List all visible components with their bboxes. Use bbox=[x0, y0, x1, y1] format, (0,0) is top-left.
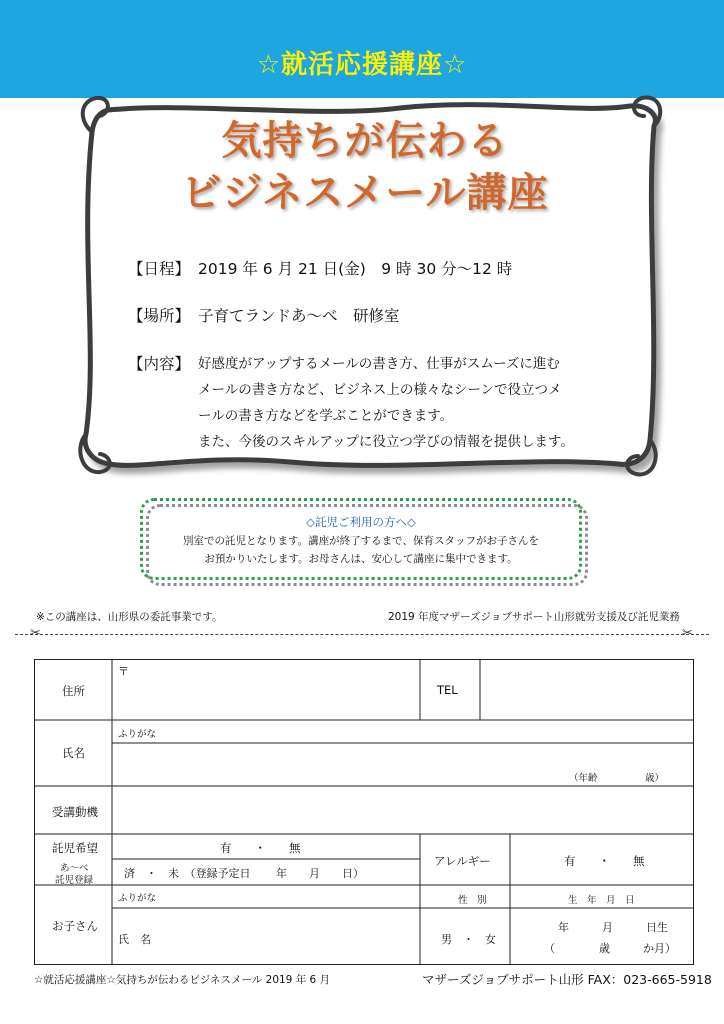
scissors-icon: ✂ bbox=[30, 626, 41, 641]
childcare-options[interactable]: 有 ・ 無 bbox=[220, 841, 301, 855]
name-field[interactable] bbox=[118, 747, 568, 781]
child-name-label: 氏 名 bbox=[118, 933, 151, 946]
application-form bbox=[34, 659, 694, 965]
child-name-field[interactable] bbox=[164, 913, 414, 959]
birthdate-field[interactable]: 年 月 日生 bbox=[558, 921, 668, 934]
gender-options[interactable]: 男 ・ 女 bbox=[441, 933, 496, 946]
tel-field[interactable] bbox=[484, 663, 689, 717]
gender-header: 性 別 bbox=[458, 895, 487, 906]
postal-mark: 〒 bbox=[118, 665, 129, 678]
content-label: 【内容】 bbox=[128, 355, 191, 373]
birthdate-header: 生 年 月 日 bbox=[568, 895, 635, 906]
badge-title: ☆就活応援講座☆ bbox=[256, 50, 468, 80]
address-field[interactable] bbox=[118, 675, 416, 717]
notice-heading: ◇託児ご利用の方へ◇ bbox=[306, 515, 416, 529]
abe-options[interactable]: 済 ・ 未 （登録予定日 年 月 日） bbox=[124, 867, 364, 880]
tel-label: TEL bbox=[437, 683, 458, 697]
venue-label: 【場所】 bbox=[128, 307, 191, 325]
notice-line: お預かりいたします。お母さんは、安心して講座に集中できます。 bbox=[204, 553, 518, 565]
motive-field[interactable] bbox=[118, 790, 688, 830]
course-title-line2: ビジネスメール講座 bbox=[181, 170, 549, 216]
abe-label: あ～べ bbox=[60, 863, 89, 874]
notice-line: 別室での託児となります。講座が終了するまで、保育スタッフがお子さんを bbox=[183, 535, 539, 547]
address-label: 住所 bbox=[62, 684, 85, 698]
course-title-line1: 気持ちが伝わる bbox=[221, 118, 509, 164]
course-title bbox=[100, 115, 630, 219]
cut-line bbox=[15, 634, 709, 635]
schedule-value: 2019 年 6 月 21 日(金) 9 時 30 分～12 時 bbox=[198, 260, 513, 278]
footer-course-name: ☆就活応援講座☆気持ちが伝わるビジネスメール 2019 年 6 月 bbox=[34, 974, 331, 986]
schedule-label: 【日程】 bbox=[128, 260, 191, 278]
footer-fax: マザーズジョブサポート山形 FAX：023-665-5918 bbox=[422, 972, 712, 987]
content-line: ールの書き方などを学ぶことができます。 bbox=[198, 408, 454, 424]
name-furigana-label: ふりがな bbox=[118, 729, 157, 740]
venue-value: 子育てランドあ～べ 研修室 bbox=[198, 307, 400, 325]
allergy-options[interactable]: 有 ・ 無 bbox=[564, 854, 645, 868]
venue-row bbox=[128, 304, 400, 326]
child-furigana-label: ふりがな bbox=[118, 893, 157, 904]
allergy-label: アレルギー bbox=[434, 854, 491, 868]
name-label: 氏名 bbox=[62, 746, 85, 760]
child-label: お子さん bbox=[52, 919, 98, 933]
content-line: 好感度がアップするメールの書き方、仕事がスムーズに進む bbox=[198, 356, 560, 372]
childcare-label: 託児希望 bbox=[52, 841, 98, 855]
schedule-row bbox=[128, 257, 512, 279]
child-age-field[interactable]: （ 歳 か月） bbox=[544, 942, 676, 955]
age-field[interactable]: （年齢 歳） bbox=[569, 773, 665, 784]
abe-label: 託児登録 bbox=[55, 875, 94, 886]
commission-note: ※この講座は、山形県の委託事業です。 bbox=[36, 611, 223, 623]
program-note: 2019 年度マザーズジョブサポート山形就労支援及び託児業務 bbox=[388, 611, 680, 623]
scissors-icon: ✂ bbox=[682, 626, 693, 641]
motive-label: 受講動機 bbox=[52, 805, 98, 819]
content-text bbox=[198, 351, 608, 455]
content-line: また、今後のスキルアップに役立つ学びの情報を提供します。 bbox=[198, 434, 574, 450]
content-line: メールの書き方など、ビジネス上の様々なシーンで役立つメ bbox=[198, 382, 562, 398]
